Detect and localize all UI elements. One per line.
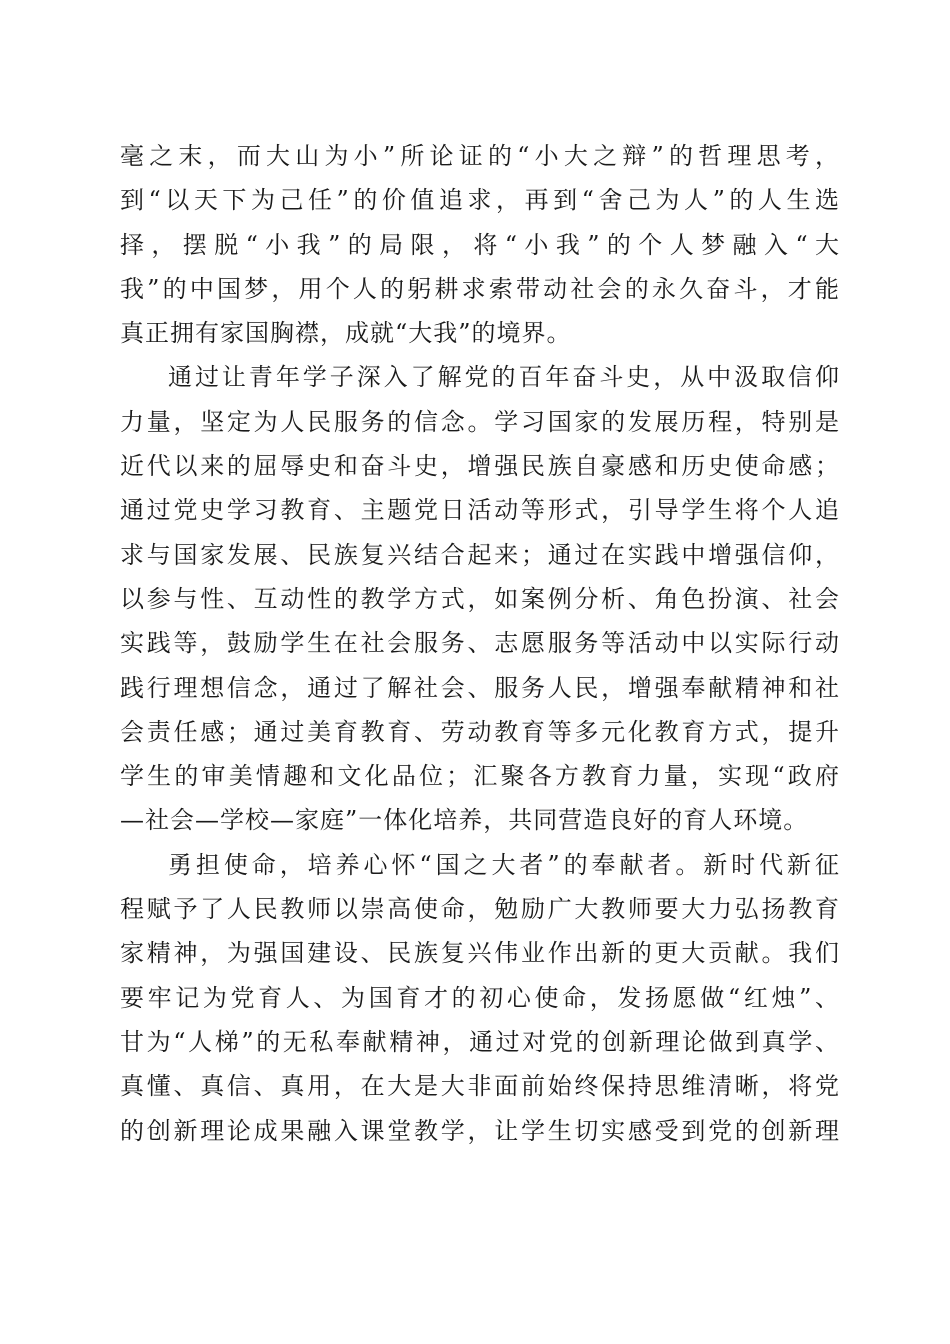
paragraph-3 (120, 843, 840, 1153)
body-text (120, 134, 840, 1153)
text-line: —社会—学校—家庭”一体化培养，共同营造良好的育人环境。 (120, 806, 809, 835)
text-line: 甘为“人梯”的无私奉献精神，通过对党的创新理论做到真学、 (120, 1027, 840, 1056)
text-line: 通过让青年学子深入了解党的百年奋斗史，从中汲取信仰 (168, 363, 840, 392)
paragraph-1 (120, 134, 840, 355)
text-line: 实践等，鼓励学生在社会服务、志愿服务等活动中以实际行动 (120, 629, 840, 658)
text-line: 勇担使命，培养心怀“国之大者”的奉献者。新时代新征 (168, 850, 840, 879)
text-line: 求与国家发展、民族复兴结合起来；通过在实践中增强信仰， (120, 540, 840, 569)
text-line: 以参与性、互动性的教学方式，如案例分析、角色扮演、社会 (120, 584, 840, 613)
text-line: 要牢记为党育人、为国育才的初心使命，发扬愿做“红烛”、 (120, 983, 840, 1012)
paragraph-2 (120, 355, 840, 842)
text-line: 近代以来的屈辱史和奋斗史，增强民族自豪感和历史使命感； (120, 452, 840, 481)
text-line: 择，摆脱“小我”的局限，将“小我”的个人梦融入“大 (120, 230, 840, 259)
text-line: 程赋予了人民教师以崇高使命，勉励广大教师要大力弘扬教育 (120, 895, 840, 924)
text-line: 真懂、真信、真用，在大是大非面前始终保持思维清晰，将党 (120, 1072, 840, 1101)
text-line: 力量，坚定为人民服务的信念。学习国家的发展历程，特别是 (120, 407, 840, 436)
text-line: 家精神，为强国建设、民族复兴伟业作出新的更大贡献。我们 (120, 939, 840, 968)
text-line: 践行理想信念，通过了解社会、服务人民，增强奉献精神和社 (120, 673, 840, 702)
text-line: 学生的审美情趣和文化品位；汇聚各方教育力量，实现“政府 (120, 762, 840, 791)
text-line: 会责任感；通过美育教育、劳动教育等多元化教育方式，提升 (120, 717, 840, 746)
text-line: 我”的中国梦，用个人的躬耕求索带动社会的永久奋斗，才能 (120, 274, 840, 303)
text-line: 的创新理论成果融入课堂教学，让学生切实感受到党的创新理 (120, 1116, 840, 1145)
text-line: 真正拥有家国胸襟，成就“大我”的境界。 (120, 319, 572, 348)
text-line: 到“以天下为己任”的价值追求，再到“舍己为人”的人生选 (120, 186, 840, 215)
text-line: 通过党史学习教育、主题党日活动等形式，引导学生将个人追 (120, 496, 840, 525)
text-line: 毫之末，而大山为小”所论证的“小大之辩”的哲理思考， (120, 142, 840, 170)
